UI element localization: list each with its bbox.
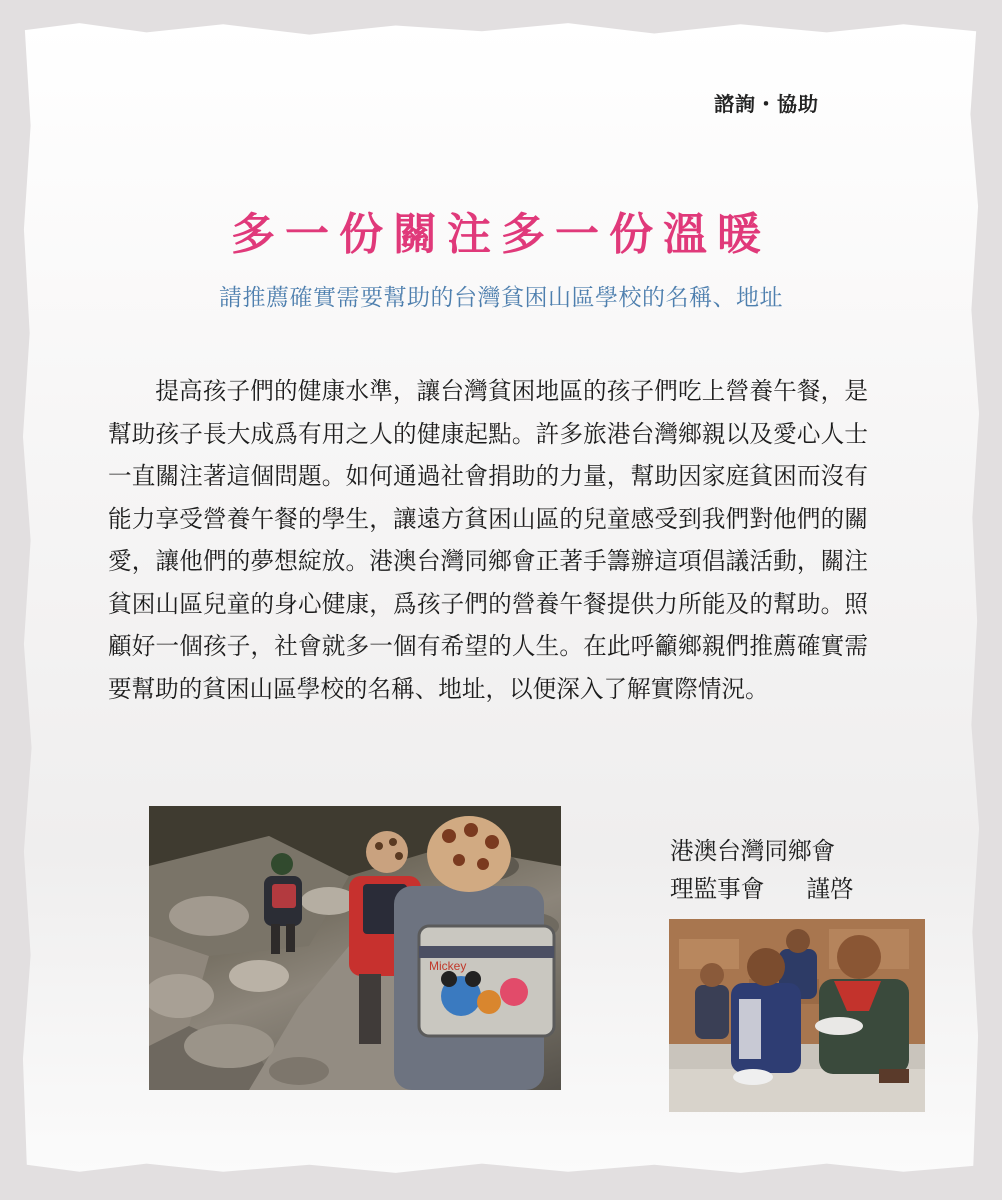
- children-eating-illustration: [669, 919, 925, 1112]
- children-walking-illustration: [149, 806, 561, 1090]
- page-subtitle: 請推薦確實需要幫助的台灣貧困山區學校的名稱、地址: [219, 285, 783, 311]
- signature-board: 理監事會: [670, 875, 765, 903]
- children-eating-photo: [669, 919, 925, 1112]
- children-walking-photo: [149, 806, 561, 1090]
- signature-line: [670, 870, 854, 904]
- body-paragraph: 提高孩子們的健康水準，讓台灣貧困地區的孩子們吃上營養午餐，是幫助孩子長大成爲有用之人的健康起點。許多旅港台灣鄉親以及愛心人士一直關注著這個問題。如何通過社會捐助的力量，幫助因家庭貧困而沒有能力享受營養午餐的學生，讓遠方貧困山區的兒童感受到我們對他們的關愛，讓他們的夢想綻放。港澳台灣同鄉會正著手籌辦這項倡議活動，關注貧困山區兒童的身心健康，爲孩子們的營養午餐提供力所能及的幫助。照顧好一個孩子，社會就多一個有希望的人生。在此呼籲鄉親們推薦確實需要幫助的貧困山區學校的名稱、地址，以便深入了解實際情況。: [108, 377, 868, 703]
- signature-closing: 謹啓: [806, 875, 854, 903]
- signature-organization: 港澳台灣同鄉會: [670, 837, 836, 865]
- backpack-print-text: Mickey: [429, 959, 467, 973]
- section-label: 諮詢・協助: [714, 92, 819, 116]
- page-title: 多一份關注多一份溫暖: [231, 209, 771, 260]
